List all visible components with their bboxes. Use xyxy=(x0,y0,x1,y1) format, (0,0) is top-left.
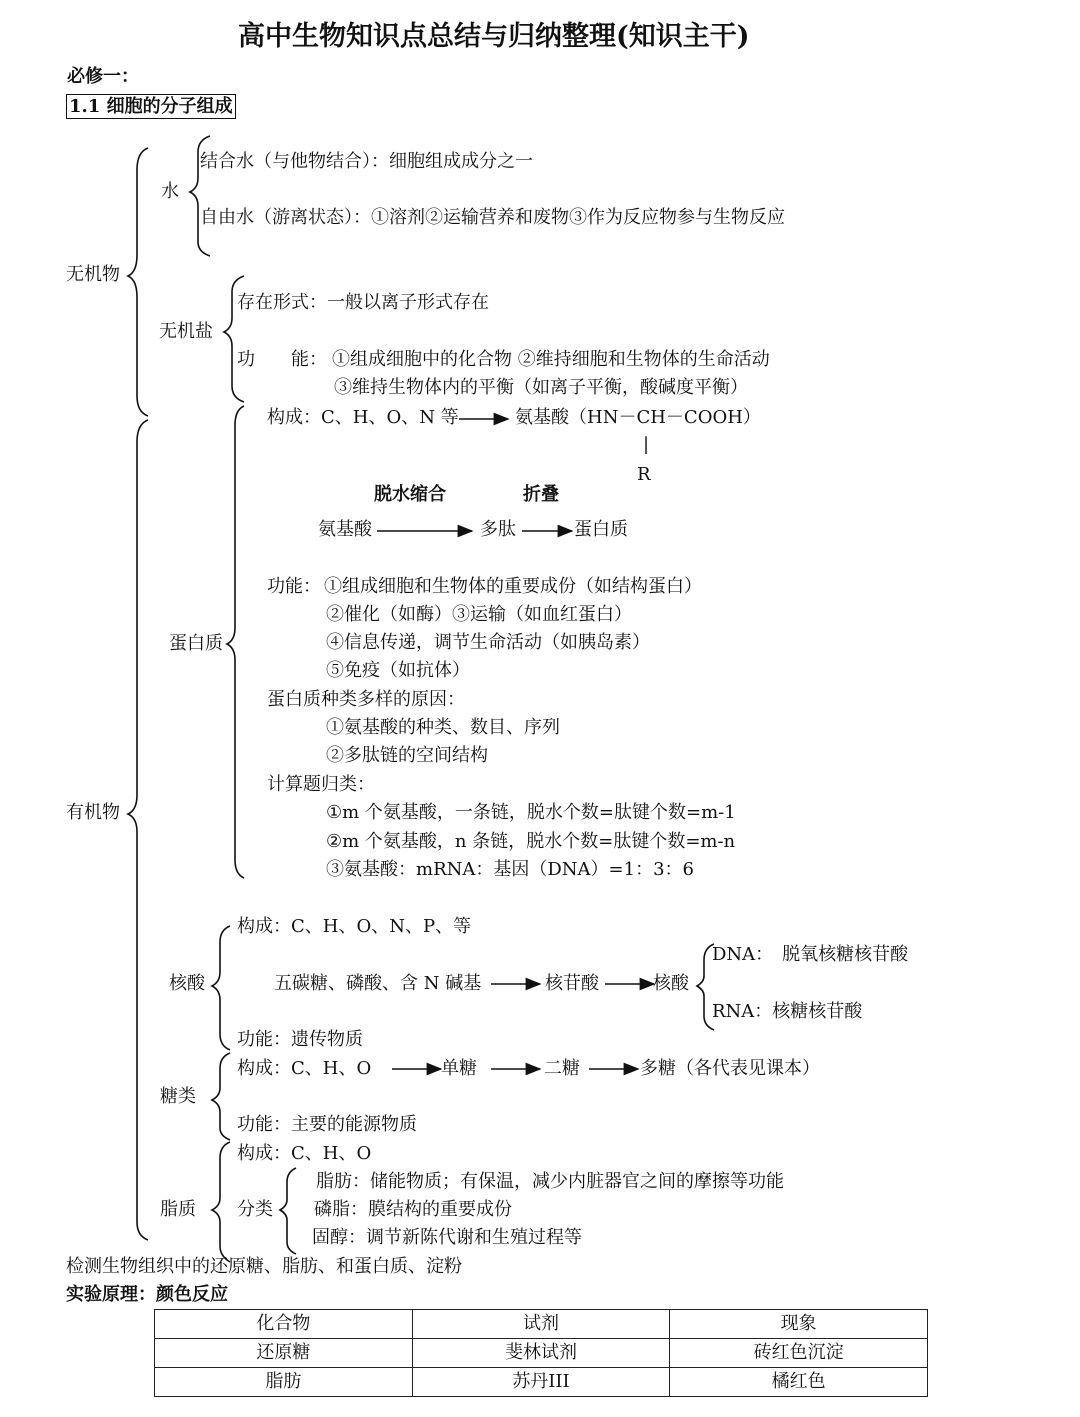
rna-text: RNA：核糖核苷酸 xyxy=(712,1001,863,1022)
table-cell: 苏丹III xyxy=(412,1368,670,1397)
diversity-label: 蛋白质种类多样的原因： xyxy=(267,689,465,710)
step-folding-label: 折叠 xyxy=(523,484,559,505)
bound-water-text: 结合水（与他物结合）：细胞组成成分之一 xyxy=(200,151,533,172)
salt-function-1: ①组成细胞中的化合物 ②维持细胞和生物体的生命活动 xyxy=(332,349,770,370)
table-cell: 砖红色沉淀 xyxy=(670,1339,928,1368)
protein-function-2: ②催化（如酶）③运输（如血红蛋白） xyxy=(326,604,632,625)
nucleic-chain-1: 五碳糖、磷酸、含 N 碱基 xyxy=(274,973,482,994)
water-label: 水 xyxy=(161,181,179,202)
free-water-text: 自由水（游离状态）：①溶剂②运输营养和废物③作为反应物参与生物反应 xyxy=(200,207,785,228)
protein-composition: 构成：C、H、O、N 等 xyxy=(267,407,459,428)
organic-label: 有机物 xyxy=(66,802,120,823)
nucleic-function: 功能：遗传物质 xyxy=(237,1029,363,1050)
module-heading: 必修一： xyxy=(67,66,139,87)
lipid-sterol: 固醇：调节新陈代谢和生殖过程等 xyxy=(312,1227,582,1248)
nucleic-composition: 构成：C、H、O、N、P、等 xyxy=(237,916,472,937)
nucleic-chain-3: 核酸 xyxy=(653,973,689,994)
sugar-composition: 构成：C、H、O xyxy=(237,1058,372,1079)
brace-inorganic xyxy=(128,148,148,416)
calc-3: ③氨基酸：mRNA：基因（DNA）=1：3：6 xyxy=(326,859,694,880)
protein-label: 蛋白质 xyxy=(169,633,223,654)
diversity-1: ①氨基酸的种类、数目、序列 xyxy=(326,717,560,738)
salt-form-text: 存在形式：一般以离子形式存在 xyxy=(237,292,489,313)
chain-amino-acid: 氨基酸 xyxy=(318,519,372,540)
brace-lipid xyxy=(212,1142,230,1262)
lipid-label: 脂质 xyxy=(160,1199,196,1220)
table-header-cell: 化合物 xyxy=(155,1310,413,1339)
sugar-chain-3: 多糖（各代表见课本） xyxy=(640,1058,820,1079)
salt-function-2: ③维持生物体内的平衡（如离子平衡，酸碱度平衡） xyxy=(334,377,748,398)
sugar-function: 功能：主要的能源物质 xyxy=(237,1114,417,1135)
table-header-row xyxy=(155,1310,928,1339)
chain-polypeptide: 多肽 xyxy=(480,519,516,540)
sugar-chain-2: 二糖 xyxy=(544,1058,580,1079)
sugar-chain-1: 单糖 xyxy=(441,1058,477,1079)
step-dehydration-label: 脱水缩合 xyxy=(374,484,446,505)
brace-protein xyxy=(227,406,244,878)
lipid-composition: 构成：C、H、O xyxy=(237,1143,372,1164)
brace-sugar xyxy=(212,1053,230,1140)
formula-r-group: R xyxy=(637,464,651,485)
brace-nucleic xyxy=(212,926,230,1050)
experiment-intro: 检测生物组织中的还原糖、脂肪、和蛋白质、淀粉 xyxy=(66,1256,462,1277)
section-heading: 1.1 细胞的分子组成 xyxy=(66,94,236,119)
table-cell: 脂肪 xyxy=(155,1368,413,1397)
salt-function-label: 功 能： xyxy=(237,349,327,370)
table-header-cell: 试剂 xyxy=(412,1310,670,1339)
lipid-phospholipid: 磷脂：膜结构的重要成份 xyxy=(314,1199,512,1220)
protein-function-3: ④信息传递，调节生命活动（如胰岛素） xyxy=(326,632,650,653)
calc-label: 计算题归类： xyxy=(267,774,375,795)
calc-1: ①m 个氨基酸，一条链，脱水个数=肽键个数=m-1 xyxy=(326,802,736,823)
inorganic-label: 无机物 xyxy=(66,264,120,285)
lipid-class-label: 分类 xyxy=(237,1199,273,1220)
table-header-cell: 现象 xyxy=(670,1310,928,1339)
table-row xyxy=(155,1339,928,1368)
amino-acid-formula: 氨基酸（HN－CH－COOH） xyxy=(515,407,761,428)
dna-text: DNA： 脱氧核糖核苷酸 xyxy=(712,944,909,965)
sugar-label: 糖类 xyxy=(160,1086,196,1107)
protein-function-1: ①组成细胞和生物体的重要成份（如结构蛋白） xyxy=(324,576,702,597)
formula-bond: | xyxy=(643,434,650,455)
table-cell: 还原糖 xyxy=(155,1339,413,1368)
page-title: 高中生物知识点总结与归纳整理(知识主干) xyxy=(238,21,750,52)
salt-label: 无机盐 xyxy=(159,321,213,342)
reagent-table xyxy=(154,1309,928,1397)
protein-function-4: ⑤免疫（如抗体） xyxy=(326,660,470,681)
protein-function-label: 功能： xyxy=(267,576,321,597)
experiment-principle: 实验原理：颜色反应 xyxy=(66,1284,228,1305)
chain-protein: 蛋白质 xyxy=(574,519,628,540)
nucleic-label: 核酸 xyxy=(169,973,205,994)
table-row xyxy=(155,1368,928,1397)
calc-2: ②m 个氨基酸，n 条链，脱水个数=肽键个数=m-n xyxy=(326,831,736,852)
table-cell: 斐林试剂 xyxy=(412,1339,670,1368)
brace-class xyxy=(280,1168,296,1254)
table-cell: 橘红色 xyxy=(670,1368,928,1397)
nucleic-chain-2: 核苷酸 xyxy=(545,973,599,994)
lipid-fat: 脂肪：储能物质；有保温，减少内脏器官之间的摩擦等功能 xyxy=(316,1171,784,1192)
brace-organic xyxy=(128,420,148,1240)
diversity-2: ②多肽链的空间结构 xyxy=(326,745,488,766)
